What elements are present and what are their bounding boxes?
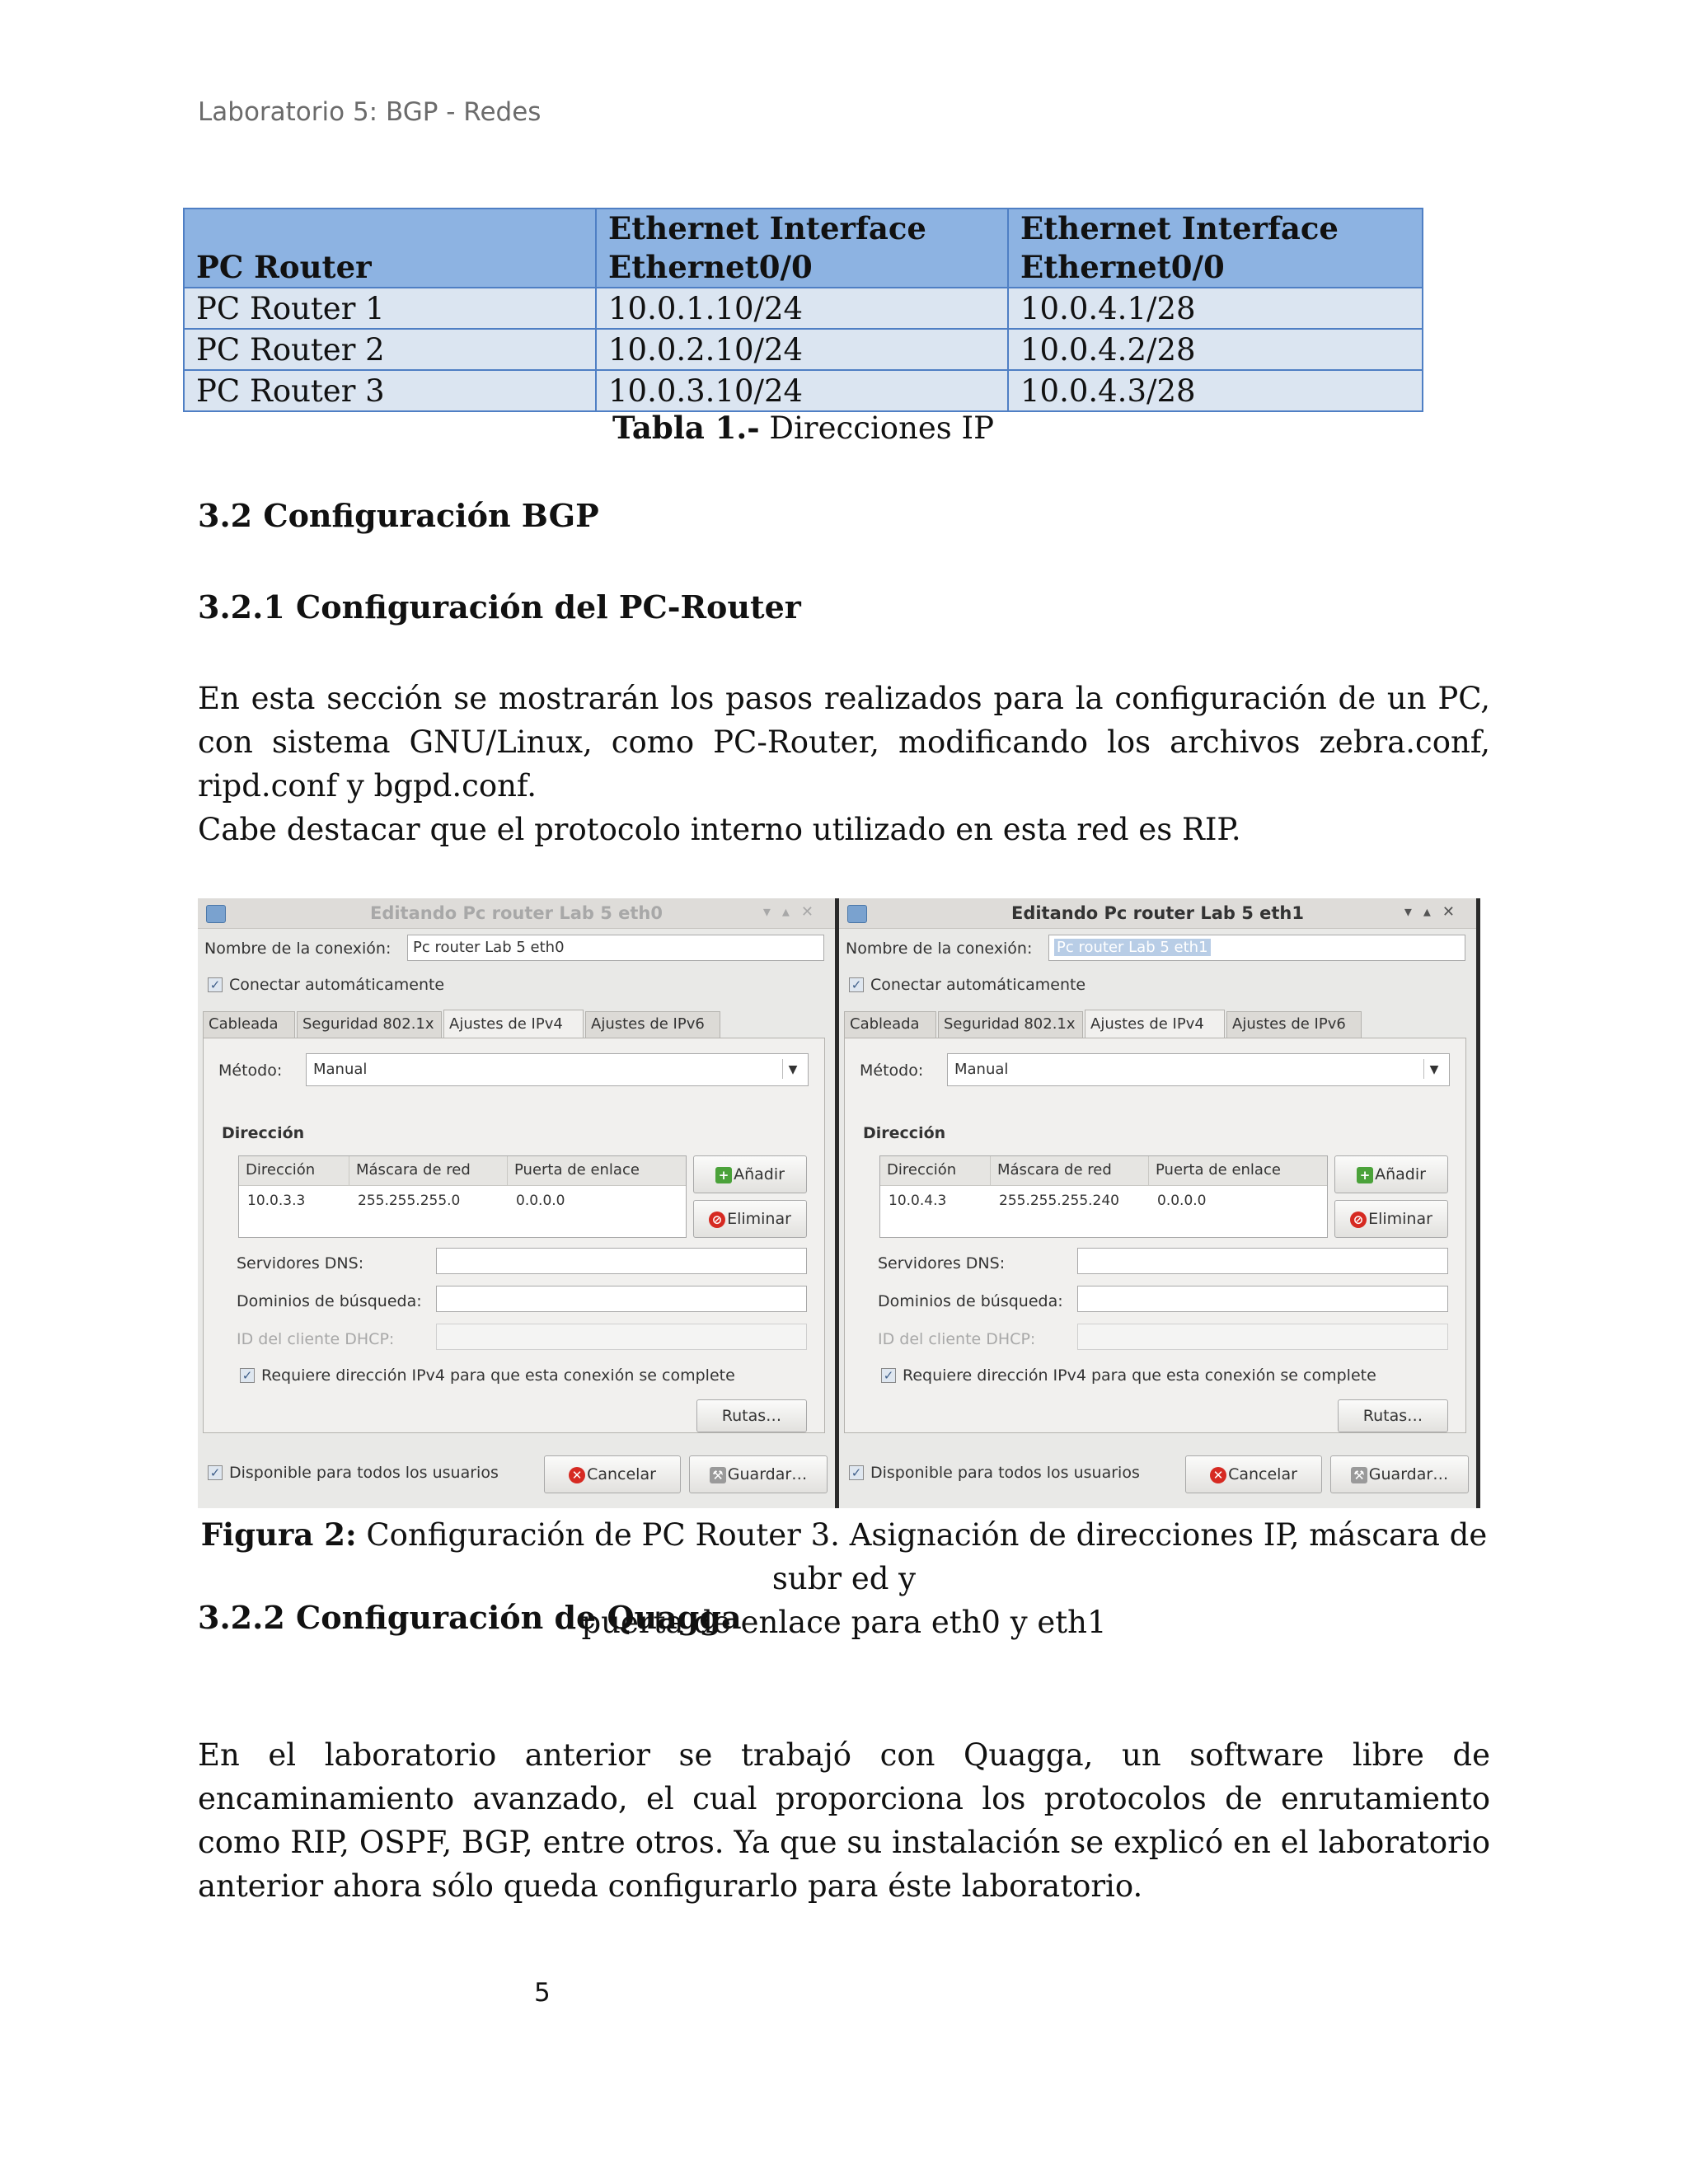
tab-ipv6[interactable]: Ajustes de IPv6 <box>585 1011 720 1038</box>
plus-icon: + <box>715 1167 732 1183</box>
cancel-label: Cancelar <box>587 1465 656 1483</box>
dns-input[interactable] <box>1077 1248 1448 1274</box>
table-cell: 10.0.2.10/24 <box>596 329 1008 370</box>
method-select[interactable] <box>947 1053 1450 1086</box>
ipv4-panel <box>203 1038 825 1433</box>
save-button[interactable] <box>689 1455 828 1493</box>
save-button[interactable] <box>1330 1455 1469 1493</box>
remove-button[interactable] <box>1334 1200 1448 1238</box>
paragraph-quagga: En el laboratorio anterior se trabajó con Quagga, un software libre de encaminamiento avanzado, el cual proporciona los protocolos de enrutamiento como RIP, OSPF, BGP, entre otros. Ya que su instalación se explicó en el laboratorio anterior ahora sólo queda configurarlo para éste laboratorio. <box>198 1737 1490 1904</box>
dns-label: Servidores DNS: <box>878 1254 1006 1272</box>
grid-cell[interactable]: 10.0.3.3 <box>247 1193 306 1209</box>
dialog-title: Editando Pc router Lab 5 eth1 <box>1010 903 1304 923</box>
forbidden-icon: ⊘ <box>1350 1212 1367 1228</box>
table-row <box>184 370 1423 411</box>
title-bar <box>839 898 1476 929</box>
cancel-button[interactable] <box>544 1455 681 1493</box>
table-cell: 10.0.4.3/28 <box>1008 370 1423 411</box>
require-ipv4-checkbox[interactable]: ✓ <box>240 1368 255 1383</box>
connection-name-label: Nombre de la conexión: <box>204 940 392 958</box>
header-line: Ethernet0/0 <box>608 249 813 285</box>
table-cell: PC Router 3 <box>184 370 596 411</box>
wrench-icon: ⚒ <box>1351 1467 1367 1483</box>
address-section-title: Dirección <box>863 1124 946 1142</box>
add-label: Añadir <box>734 1165 785 1183</box>
tab-ipv4[interactable]: Ajustes de IPv4 <box>443 1010 584 1038</box>
method-value: Manual <box>313 1061 368 1078</box>
dns-input[interactable] <box>436 1248 807 1274</box>
paragraph-rip: Cabe destacar que el protocolo interno utilizado en esta red es RIP. <box>198 812 1241 847</box>
figure-caption-line2: puerta de enlace para eth0 y eth1 <box>581 1605 1107 1640</box>
close-icon: ✕ <box>1210 1467 1226 1483</box>
table-cell: 10.0.1.10/24 <box>596 288 1008 329</box>
header-line: Ethernet Interface <box>608 210 926 246</box>
tab-wired[interactable]: Cableada <box>203 1011 295 1038</box>
close-icon: ✕ <box>569 1467 585 1483</box>
table-cell: 10.0.4.1/28 <box>1008 288 1423 329</box>
tab-wired[interactable]: Cableada <box>844 1011 936 1038</box>
auto-connect-checkbox[interactable]: ✓ <box>208 977 223 992</box>
require-ipv4-checkbox[interactable]: ✓ <box>881 1368 896 1383</box>
column-header[interactable]: Máscara de red <box>991 1156 1149 1186</box>
all-users-label: Disponible para todos los usuarios <box>229 1464 499 1482</box>
table-header-row <box>184 209 1423 288</box>
dialog-title: Editando Pc router Lab 5 eth0 <box>369 903 663 923</box>
tab-ipv4[interactable]: Ajustes de IPv4 <box>1085 1010 1225 1038</box>
tab-8021x[interactable]: Seguridad 802.1x <box>297 1011 442 1038</box>
heading-3-2-2: 3.2.2 Configuración de Quagga <box>198 1599 742 1636</box>
page-number: 5 <box>534 1978 551 2008</box>
connection-name-input[interactable] <box>1048 935 1465 961</box>
require-ipv4-label: Requiere dirección IPv4 para que esta conexión se complete <box>903 1366 1376 1385</box>
method-label: Método: <box>218 1062 283 1080</box>
grid-cell[interactable]: 0.0.0.0 <box>516 1193 565 1209</box>
search-domains-label: Dominios de búsqueda: <box>878 1292 1063 1310</box>
header-line: Ethernet0/0 <box>1020 249 1225 285</box>
cancel-button[interactable] <box>1185 1455 1322 1493</box>
heading-3-2: 3.2 Configuración BGP <box>198 497 599 534</box>
connection-name-label: Nombre de la conexión: <box>846 940 1033 958</box>
plus-icon: + <box>1357 1167 1373 1183</box>
tab-ipv6[interactable]: Ajustes de IPv6 <box>1226 1011 1362 1038</box>
page-header: Laboratorio 5: BGP - Redes <box>198 97 542 127</box>
dialog-footer <box>839 1442 1476 1508</box>
wrench-icon: ⚒ <box>710 1467 726 1483</box>
remove-label: Eliminar <box>727 1210 791 1228</box>
window-controls[interactable]: ▾▴✕ <box>1404 903 1466 921</box>
dns-label: Servidores DNS: <box>237 1254 364 1272</box>
dhcp-id-input[interactable] <box>436 1324 807 1350</box>
method-label: Método: <box>860 1062 924 1080</box>
dialog-footer <box>198 1442 835 1508</box>
dialog-eth0 <box>198 898 835 1508</box>
all-users-checkbox[interactable]: ✓ <box>849 1465 864 1480</box>
heading-3-2-1: 3.2.1 Configuración del PC-Router <box>198 588 801 626</box>
table-caption <box>183 410 1423 446</box>
caption-text: Direcciones IP <box>759 410 995 446</box>
grid-cell[interactable]: 0.0.0.0 <box>1157 1193 1207 1209</box>
remove-button[interactable] <box>693 1200 807 1238</box>
grid-cell[interactable]: 255.255.255.240 <box>999 1193 1120 1209</box>
table-row <box>184 329 1423 370</box>
column-header[interactable]: Puerta de enlace <box>1149 1156 1327 1186</box>
save-label: Guardar… <box>1368 1465 1449 1483</box>
table-cell: 10.0.4.2/28 <box>1008 329 1423 370</box>
address-grid[interactable] <box>238 1155 687 1238</box>
save-label: Guardar… <box>727 1465 808 1483</box>
search-domains-input[interactable] <box>1077 1286 1448 1312</box>
dhcp-id-label: ID del cliente DHCP: <box>878 1330 1036 1348</box>
address-grid[interactable] <box>879 1155 1328 1238</box>
method-value: Manual <box>954 1061 1009 1078</box>
remove-label: Eliminar <box>1368 1210 1432 1228</box>
dialog-eth1 <box>839 898 1476 1508</box>
selected-text: Pc router Lab 5 eth1 <box>1054 939 1211 956</box>
header-line: Ethernet Interface <box>1020 210 1339 246</box>
all-users-label: Disponible para todos los usuarios <box>870 1464 1140 1482</box>
title-bar <box>198 898 835 929</box>
window-controls[interactable]: ▾▴✕ <box>762 903 825 921</box>
column-header[interactable]: Máscara de red <box>349 1156 508 1186</box>
grid-cell[interactable]: 255.255.255.0 <box>358 1193 461 1209</box>
column-header[interactable]: Puerta de enlace <box>508 1156 686 1186</box>
table-cell: PC Router 2 <box>184 329 596 370</box>
table-header-cell <box>184 209 596 288</box>
search-domains-input[interactable] <box>436 1286 807 1312</box>
routes-button[interactable]: Rutas… <box>1338 1399 1448 1432</box>
table-cell: PC Router 1 <box>184 288 596 329</box>
add-button[interactable] <box>1334 1155 1448 1193</box>
routes-button[interactable]: Rutas… <box>696 1399 807 1432</box>
ipv4-panel <box>844 1038 1466 1433</box>
paragraph-intro: En esta sección se mostrarán los pasos realizados para la configuración de un PC, con sistema GNU/Linux, como PC-Router, modificando los archivos zebra.conf, ripd.conf y bgpd.conf. <box>198 681 1490 804</box>
caption-label: Tabla 1.- <box>612 410 760 446</box>
figure-caption-label: Figura 2: <box>200 1516 357 1553</box>
header-line: PC Router <box>196 249 372 285</box>
chevron-down-icon: ▼ <box>782 1059 803 1079</box>
search-domains-label: Dominios de búsqueda: <box>237 1292 422 1310</box>
table-cell: 10.0.3.10/24 <box>596 370 1008 411</box>
figure-screenshot <box>198 898 1480 1508</box>
figure-caption-line1 <box>198 1513 1490 1601</box>
auto-connect-label: Conectar automáticamente <box>870 976 1086 994</box>
add-label: Añadir <box>1375 1165 1426 1183</box>
add-button[interactable] <box>693 1155 807 1193</box>
tab-8021x[interactable]: Seguridad 802.1x <box>938 1011 1083 1038</box>
dhcp-id-label: ID del cliente DHCP: <box>237 1330 395 1348</box>
table-row <box>184 288 1423 329</box>
require-ipv4-label: Requiere dirección IPv4 para que esta conexión se complete <box>261 1366 735 1385</box>
forbidden-icon: ⊘ <box>709 1212 725 1228</box>
dhcp-id-input[interactable] <box>1077 1324 1448 1350</box>
table-header-cell <box>1008 209 1423 288</box>
auto-connect-label: Conectar automáticamente <box>229 976 445 994</box>
all-users-checkbox[interactable]: ✓ <box>208 1465 223 1480</box>
table-header-cell <box>596 209 1008 288</box>
cancel-label: Cancelar <box>1228 1465 1297 1483</box>
method-select[interactable] <box>306 1053 809 1086</box>
auto-connect-checkbox[interactable]: ✓ <box>849 977 864 992</box>
address-section-title: Dirección <box>222 1124 305 1142</box>
chevron-down-icon: ▼ <box>1423 1059 1444 1079</box>
figure-caption-text: Configuración de PC Router 3. Asignación de direcciones IP, máscara de subr ed y <box>356 1517 1488 1596</box>
grid-cell[interactable]: 10.0.4.3 <box>889 1193 947 1209</box>
column-header[interactable]: Dirección <box>880 1156 991 1186</box>
connection-name-input[interactable]: Pc router Lab 5 eth0 <box>407 935 824 961</box>
ip-address-table <box>183 208 1423 412</box>
column-header[interactable]: Dirección <box>239 1156 349 1186</box>
